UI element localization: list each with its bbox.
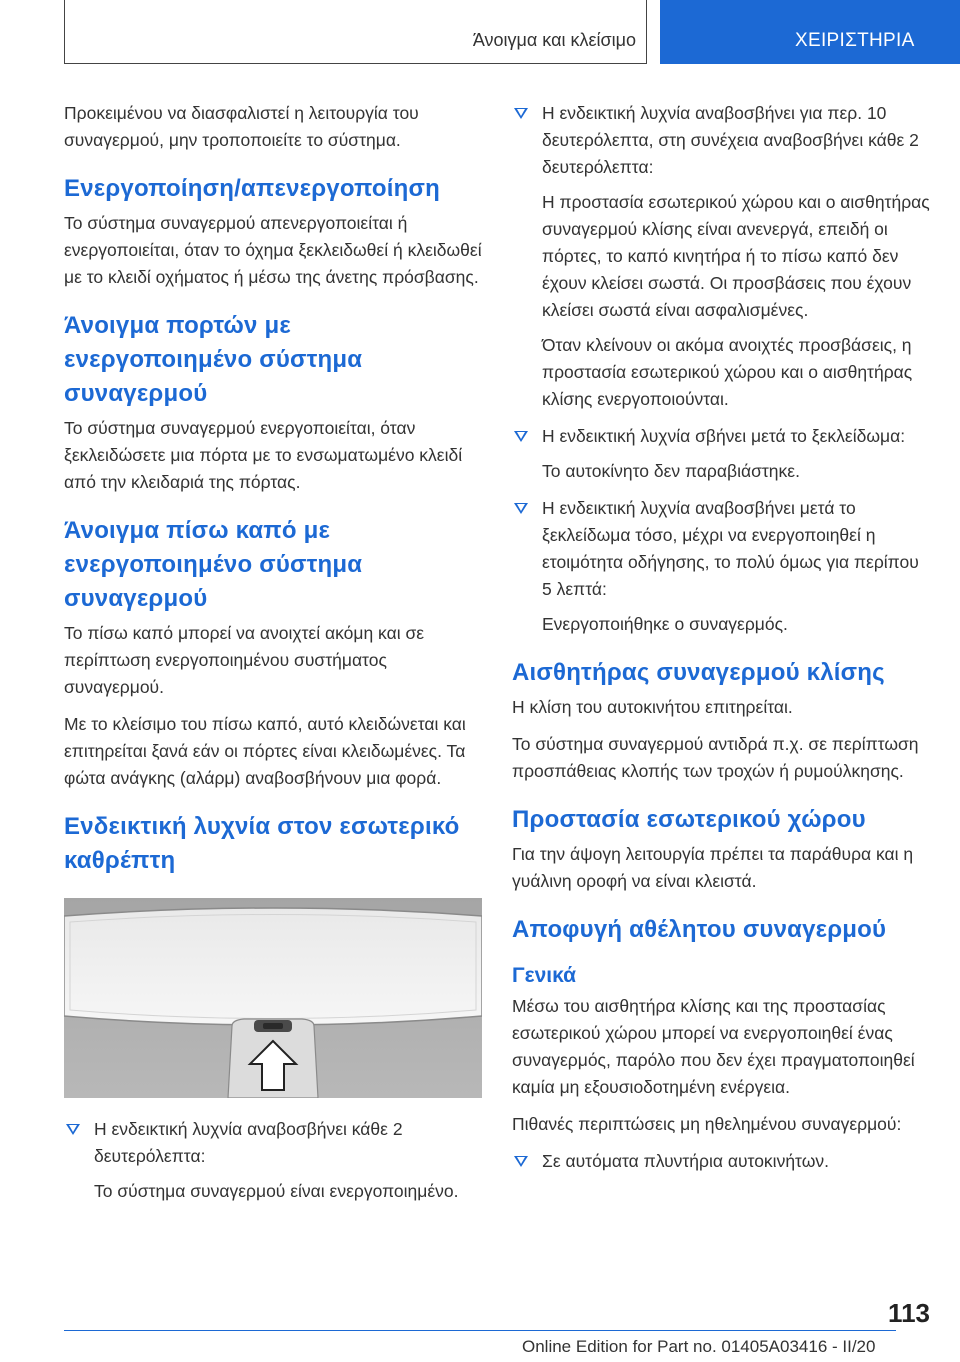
footer-edition: Online Edition for Part no. 01405A03416 - II/20 [522, 1337, 876, 1356]
bullet-text: Σε αυτόματα πλυντήρια αυτοκινήτων. [542, 1151, 829, 1171]
heading-activation: Ενεργοποίηση/απενεργοποίηση [64, 175, 440, 202]
header-section-box [64, 0, 647, 64]
list-item [512, 495, 932, 638]
bullet-continuation: Το αυτοκίνητο δεν παραβιάστηκε. [542, 461, 800, 481]
triangle-bullet-icon [514, 503, 528, 514]
general-paragraph: Μέσω του αισθητήρα κλίσης και της προστασίας εσωτερικού χώρου μπορεί να ενεργοποιηθεί ένας συναγερμός, παρόλο που δεν έχει πραγματοποιηθεί καμία μη εξουσιοδοτημένη ενέργεια. [512, 996, 915, 1097]
footer-divider [64, 1330, 896, 1331]
triangle-bullet-icon [514, 1156, 528, 1167]
heading-trunk: Άνοιγμα πίσω καπό με ενεργοποιημένο σύστημα συναγερμού [64, 517, 363, 612]
bullet-text: Η ενδεικτική λυχνία αναβοσβήνει κάθε 2 δευτερόλεπτα: [94, 1119, 403, 1166]
trunk-paragraph-1: Το πίσω καπό μπορεί να ανοιχτεί ακόμη και σε περίπτωση ενεργοποιημένου συστήματος συναγερμού. [64, 623, 425, 697]
bullet-text: Η ενδεικτική λυχνία αναβοσβήνει για περ. 10 δευτερόλεπτα, στη συνέχεια αναβοσβήνει κάθε 2 δευτερόλεπτα: [542, 103, 919, 177]
activation-paragraph: Το σύστημα συναγερμού απενεργοποιείται ή ενεργοποιείται, όταν το όχημα ξεκλειδωθεί ή κλειδωθεί με το κλειδί οχήματος ή μέσω της άνετης πρόσβασης. [64, 213, 482, 287]
bullet-continuation: Η προστασία εσωτερικού χώρου και ο αισθητήρας συναγερμού κλίσης είναι ανενεργά, επειδή οι πόρτες, το καπό κινητήρα ή το πίσω καπό δεν έχουν κλείσει σωστά. Οι προσβάσεις που έχουν κλείσει σωστά είναι ασφαλισμένες. [542, 192, 930, 320]
chapter-tab[interactable] [660, 0, 960, 64]
triangle-bullet-icon [514, 431, 528, 442]
cases-paragraph: Πιθανές περιπτώσεις μη ηθελημένου συναγερμού: [512, 1114, 902, 1134]
heading-interior-protection: Προστασία εσωτερικού χώρου [512, 806, 866, 833]
left-column [64, 100, 484, 1215]
chapter-tab-label: ΧΕΙΡΙΣΤΗΡΙΑ [795, 30, 915, 51]
right-column [512, 100, 932, 1185]
intro-paragraph: Προκειμένου να διασφαλιστεί η λειτουργία του συναγερμού, μην τροποποιείτε το σύστημα. [64, 103, 419, 150]
list-item [512, 423, 932, 485]
heading-indicator: Ενδεικτική λυχνία στον εσωτερικό καθρέπτη [64, 813, 460, 874]
page-number: 113 [888, 1298, 930, 1328]
bullet-text: Η ενδεικτική λυχνία αναβοσβήνει μετά το ξεκλείδωμα τόσο, μέχρι να ενεργοποιηθεί η ετοιμότητα οδήγησης, το πολύ όμως για περίπου 5 λεπτά: [542, 498, 919, 599]
bullet-continuation: Το σύστημα συναγερμού είναι ενεργοποιημένο. [94, 1181, 459, 1201]
list-item [512, 1148, 932, 1175]
trunk-paragraph-2: Με το κλείσιμο του πίσω καπό, αυτό κλειδώνεται και επιτηρείται ξανά εάν οι πόρτες είναι κλειδωμένες. Τα φώτα ανάγκης (αλάρμ) αναβοσβήνουν μια φορά. [64, 714, 466, 788]
bullet-continuation: Όταν κλείνουν οι ακόμα ανοιχτές προσβάσεις, η προστασία εσωτερικού χώρου και ο αισθητήρας κλίσης ενεργοποιούνται. [542, 335, 913, 409]
list-item [512, 100, 932, 413]
section-title: Άνοιγμα και κλείσιμο [472, 30, 636, 50]
heading-avoid-false-alarm: Αποφυγή αθέλητου συναγερμού [512, 916, 887, 943]
doors-paragraph: Το σύστημα συναγερμού ενεργοποιείται, όταν ξεκλειδώσετε μια πόρτα με το ενσωματωμένο κλειδί από την κλειδαριά της πόρτας. [64, 418, 463, 492]
tilt-paragraph-1: Η κλίση του αυτοκινήτου επιτηρείται. [512, 697, 793, 717]
triangle-bullet-icon [66, 1124, 80, 1135]
bullet-continuation: Ενεργοποιήθηκε ο συναγερμός. [542, 614, 788, 634]
heading-doors: Άνοιγμα πορτών με ενεργοποιημένο σύστημα συναγερμού [64, 312, 363, 407]
list-item [64, 1116, 484, 1205]
tilt-paragraph-2: Το σύστημα συναγερμού αντιδρά π.χ. σε περίπτωση προσπάθειας κλοπής των τροχών ή ρυμούλκησης. [512, 734, 919, 781]
bullet-text: Η ενδεικτική λυχνία σβήνει μετά το ξεκλείδωμα: [542, 426, 906, 446]
mirror-illustration [64, 898, 482, 1098]
interior-paragraph: Για την άψογη λειτουργία πρέπει τα παράθυρα και η γυάλινη οροφή να είναι κλειστά. [512, 844, 914, 891]
heading-tilt-sensor: Αισθητήρας συναγερμού κλίσης [512, 659, 885, 686]
subheading-general: Γενικά [512, 964, 577, 987]
triangle-bullet-icon [514, 108, 528, 119]
